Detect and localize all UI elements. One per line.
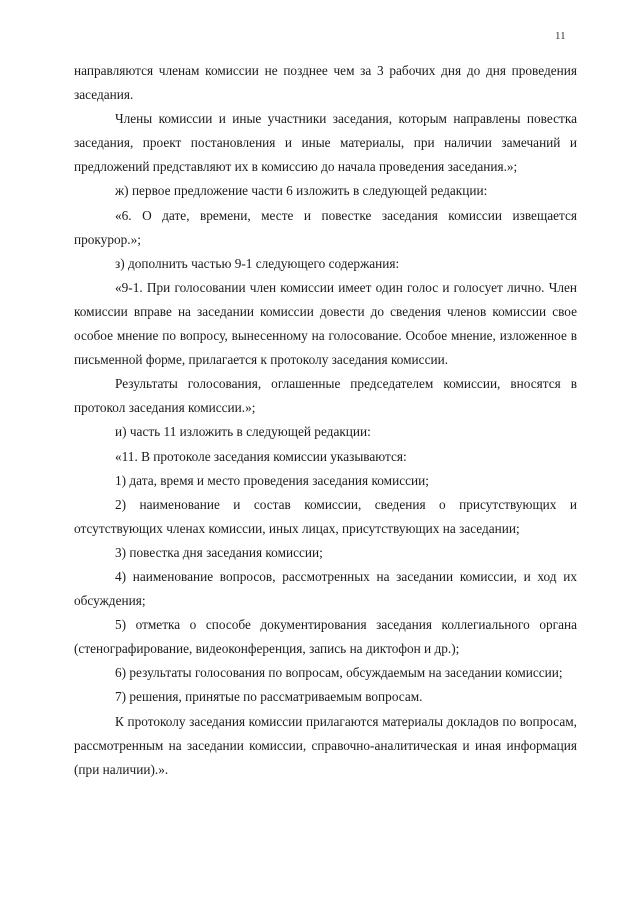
paragraph: 6) результаты голосования по вопросам, обсуждаемым на заседании комиссии;: [115, 665, 563, 681]
paragraph: 1) дата, время и место проведения заседания комиссии;: [115, 472, 429, 488]
paragraph: и) часть 11 изложить в следующей редакции:: [115, 424, 371, 440]
paragraph: Члены комиссии и иные участники заседания, которым направлены повестка заседания, проект постановления и иные материалы, при наличии замечаний и предложений представляют их в комиссию до начала проведения заседания.»;: [74, 111, 577, 175]
paragraph: 4) наименование вопросов, рассмотренных на заседании комиссии, и ход их обсуждения;: [74, 568, 577, 609]
paragraph: направляются членам комиссии не позднее чем за 3 рабочих дня до дня проведения заседания.: [74, 63, 577, 103]
paragraph: Результаты голосования, оглашенные председателем комиссии, вносятся в протокол заседания комиссии.»;: [74, 376, 577, 416]
document-body: [74, 59, 577, 782]
paragraph: з) дополнить частью 9-1 следующего содержания:: [115, 255, 400, 271]
paragraph: «6. О дате, времени, месте и повестке заседания комиссии извещается прокурор.»;: [74, 207, 577, 247]
paragraph: 3) повестка дня заседания комиссии;: [115, 544, 323, 560]
paragraph: К протоколу заседания комиссии прилагаются материалы докладов по вопросам, рассмотренным на заседании комиссии, справочно-аналитическая и иная информация (при наличии).».: [74, 713, 577, 777]
paragraph: 7) решения, принятые по рассматриваемым вопросам.: [115, 689, 423, 705]
paragraph: «11. В протоколе заседания комиссии указываются:: [115, 448, 407, 464]
paragraph: ж) первое предложение части 6 изложить в следующей редакции:: [115, 183, 488, 199]
paragraph: 5) отметка о способе документирования заседания коллегиального органа (стенографирование, видеоконференция, запись на диктофон и др.);: [74, 617, 577, 657]
paragraph: 2) наименование и состав комиссии, сведения о присутствующих и отсутствующих членах комиссии, иных лицах, присутствующих на заседании;: [74, 496, 577, 536]
paragraph: «9-1. При голосовании член комиссии имеет один голос и голосует лично. Член комиссии вправе на заседании комиссии довести до сведения членов комиссии свое особое мнение по вопросу, вынесенному на голосование. Особое мнение, изложенное в письменной форме, прилагается к протоколу заседания комиссии.: [74, 279, 577, 368]
page-number: 11: [555, 30, 566, 42]
